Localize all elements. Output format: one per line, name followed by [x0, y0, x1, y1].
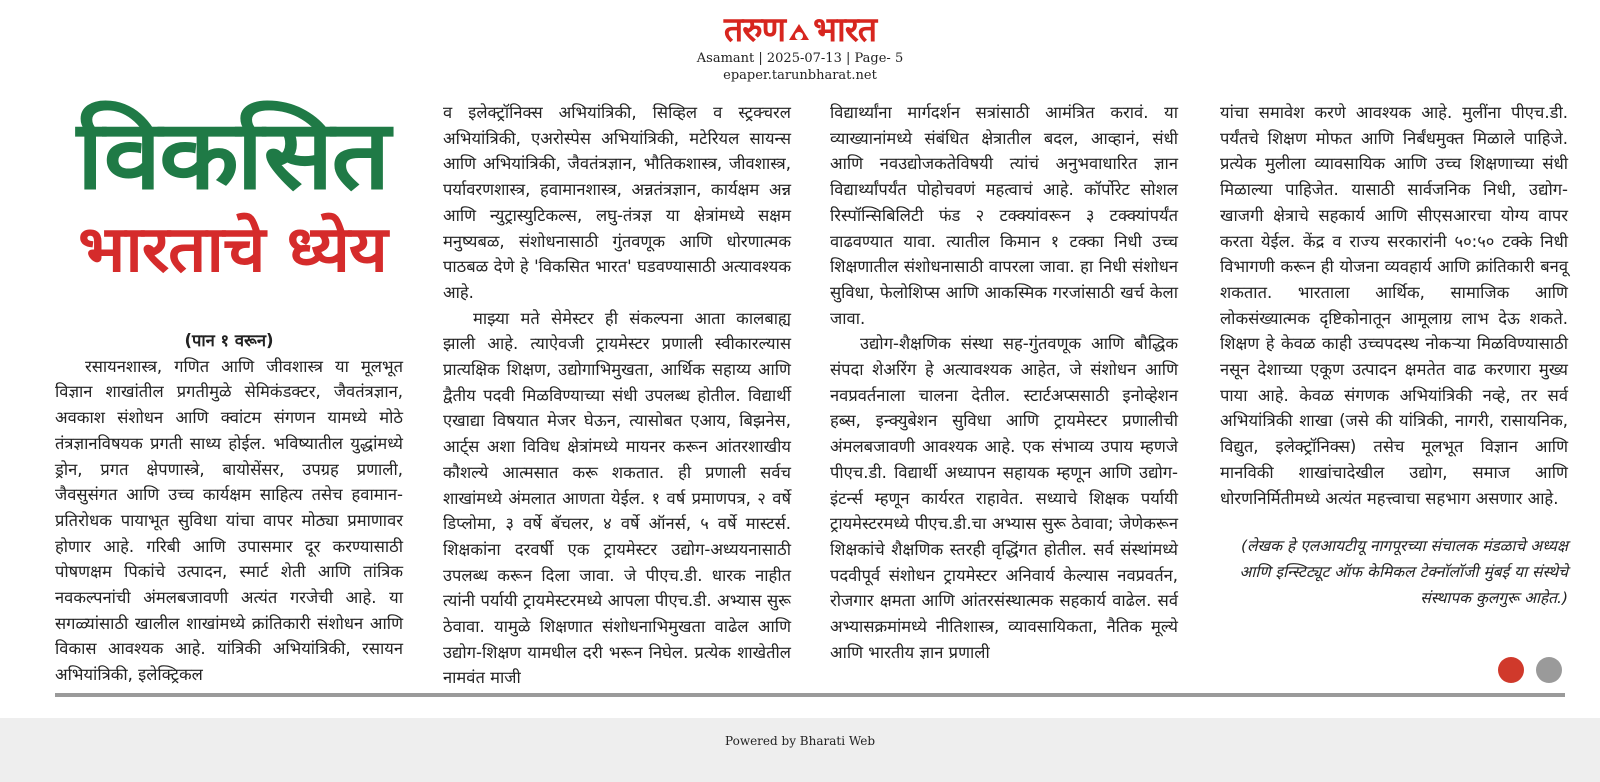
continued-from-kicker: (पान १ वरून) — [184, 331, 274, 350]
footer — [0, 718, 1600, 782]
logo-text-left: तरुण — [723, 10, 786, 50]
masthead — [0, 10, 1600, 84]
powered-by-text[interactable]: Powered by Bharati Web — [725, 734, 875, 748]
paragraph: यांचा समावेश करणे आवश्यक आहे. मुलींना पीएच.डी. पर्यंतचे शिक्षण मोफत आणि निर्बंधमुक्त मिळाले पाहिजे. प्रत्येक मुलीला व्यावसायिक आणि उच्च शिक्षणाच्या संधी मिळाल्या पाहिजेत. यासाठी सार्वजनिक निधी, उद्योग-खाजगी क्षेत्राचे सहकार्य आणि सीएसआरचा योग्य वापर करता येईल. केंद्र व राज्य सरकारांनी ५०:५० टक्के निधी विभागणी करून ही योजना व्यवहार्य आणि क्रांतिकारी बनवू शकतात. भारताला आर्थिक, सामाजिक आणि लोकसंख्यात्मक दृष्टिकोनातून आमूलाग्र लाभ देऊ शकते. शिक्षण हे केवळ काही उच्चपदस्थ नोकऱ्या मिळविण्यासाठी नसून देशाच्या एकूण उत्पादन क्षमतेत वाढ करणारा मुख्य पाया आहे. केवळ संगणक अभियांत्रिकी नव्हे, तर सर्व अभियांत्रिकी शाखा (जसे की यांत्रिकी, नागरी, रासायनिक, विद्युत, इलेक्ट्रॉनिक्स) तसेच मूलभूत विज्ञान आणि मानविकी शाखांचादेखील उद्योग, समाज आणि धोरणनिर्मितीमध्ये अत्यंत महत्त्वाचा सहभाग असणार आहे. — [1220, 103, 1568, 508]
headline-line1: विकसित — [76, 99, 389, 211]
article-column-4 — [1220, 100, 1568, 611]
headline-line2: भारताचे ध्येय — [78, 213, 387, 287]
article-column-1 — [55, 328, 403, 688]
nav-dot[interactable] — [1536, 657, 1562, 683]
article-column-3 — [830, 100, 1178, 665]
article — [55, 99, 1568, 700]
page-nav-dots — [1498, 657, 1574, 687]
divider — [55, 693, 1565, 697]
headline — [55, 100, 410, 310]
paragraph: विद्यार्थ्यांना मार्गदर्शन सत्रांसाठी आमंत्रित करावं. या व्याख्यानांमध्ये संबंधित क्षेत्रातील बदल, आव्हानं, संधी आणि नवउद्योजकतेविषयी त्यांचं अनुभवाधारित ज्ञान विद्यार्थ्यांपर्यंत पोहोचवणं महत्वाचं आहे. कॉर्पोरेट सोशल रिस्पॉन्सिबिलिटी फंड २ टक्क्यांवरून ३ टक्क्यांपर्यंत वाढवण्यात यावा. त्यातील किमान १ टक्का निधी उच्च शिक्षणातील संशोधनासाठी वापरला जावा. हा निधी संशोधन सुविधा, फेलोशिप्स आणि आकस्मिक गरजांसाठी खर्च केला जावा. — [830, 103, 1178, 328]
logo-text-right: भारत — [813, 10, 877, 50]
article-column-2 — [443, 100, 791, 691]
logo-emblem-icon — [785, 18, 813, 46]
author-byline: (लेखक हे एलआयटीयू नागपूरच्या संचालक मंडळाचे अध्यक्ष आणि इन्स्टिट्यूट ऑफ केमिकल टेक्नॉलॉजी मुंबई या संस्थेचे संस्थापक कुलगुरू आहेत.) — [1239, 537, 1568, 608]
paragraph: व इलेक्ट्रॉनिक्स अभियांत्रिकी, सिव्हिल व स्ट्रक्चरल अभियांत्रिकी, एअरोस्पेस अभियांत्रिकी, मटेरियल सायन्स आणि अभियांत्रिकी, जैवतंत्रज्ञान, भौतिकशास्त्र, जीवशास्त्र, पर्यावरणशास्त्र, हवामानशास्त्र, अन्नतंत्रज्ञान, कार्यक्षम अन्न आणि न्युट्रास्युटिकल्स, लघु-तंत्रज्ञ या क्षेत्रांमध्ये सक्षम मनुष्यबळ, संशोधनासाठी गुंतवणूक आणि धोरणात्मक पाठबळ देणे हे 'विकसित भारत' घडवण्यासाठी अत्यावश्यक आहे. — [443, 103, 791, 302]
site-url[interactable]: epaper.tarunbharat.net — [723, 68, 877, 83]
paragraph: रसायनशास्त्र, गणित आणि जीवशास्त्र या मूलभूत विज्ञान शाखांतील प्रगतीमुळे सेमिकंडक्टर, जैवतंत्रज्ञान, अवकाश संशोधन आणि क्वांटम संगणन यामध्ये मोठे तंत्रज्ञानविषयक प्रगती साध्य होईल. भविष्यातील युद्धांमध्ये ड्रोन, प्रगत क्षेपणास्त्रे, बायोसेंसर, उपग्रह प्रणाली, जैवसुसंगत आणि उच्च कार्यक्षम साहित्य तसेच हवामान-प्रतिरोधक पायाभूत सुविधा यांचा वापर मोठ्या प्रमाणावर होणार आहे. गरिबी आणि उपासमार दूर करण्यासाठी पोषणक्षम पिकांचे उत्पादन, स्मार्ट शेती आणि तांत्रिक नवकल्पनांची अंमलबजावणी अत्यंत गरजेची आहे. या सगळ्यांसाठी खालील शाखांमध्ये क्रांतिकारी संशोधन आणि विकास आवश्यक आहे. यांत्रिकी अभियांत्रिकी, रसायन अभियांत्रिकी, इलेक्ट्रिकल — [55, 356, 403, 685]
nav-dot-active[interactable] — [1498, 657, 1524, 683]
paragraph: माझ्या मते सेमेस्टर ही संकल्पना आता कालबाह्य झाली आहे. त्याऐवजी ट्रायमेस्टर प्रणाली स्वीकारल्यास प्रात्यक्षिक शिक्षण, उद्योगाभिमुखता, आर्थिक सहाय्य आणि द्वैतीय पदवी मिळविण्याच्या संधी उपलब्ध होतील. विद्यार्थी एखाद्या विषयात मेजर घेऊन, त्यासोबत एआय, बिझनेस, आर्ट्स अशा विविध क्षेत्रांमध्ये मायनर करून आंतरशाखीय कौशल्ये आत्मसात करू शकतात. ही प्रणाली सर्वच शाखांमध्ये अंमलात आणता येईल. १ वर्ष प्रमाणपत्र, २ वर्षे डिप्लोमा, ३ वर्षे बॅचलर, ४ वर्षे ऑनर्स, ५ वर्षे मास्टर्स. शिक्षकांना दरवर्षी एक ट्रायमेस्टर उद्योग-अध्ययनासाठी उपलब्ध करून दिला जावा. जे पीएच.डी. धारक नाहीत त्यांनी पर्यायी ट्रायमेस्टरमध्ये आपला पीएच.डी. अभ्यास सुरू ठेवावा. यामुळे शिक्षणात संशोधनाभिमुखता वाढेल आणि उद्योग-शिक्षण यामधील दरी भरून निघेल. प्रत्येक शाखेतील नामवंत माजी — [443, 308, 791, 688]
paragraph: उद्योग-शैक्षणिक संस्था सह-गुंतवणूक आणि बौद्धिक संपदा शेअरिंग हे अत्यावश्यक आहेत, जे संशोधन आणि नवप्रवर्तनाला चालना देतील. स्टार्टअप्ससाठी इनोव्हेशन हब्स, इन्क्युबेशन सुविधा आणि ट्रायमेस्टर प्रणालीची अंमलबजावणी आवश्यक आहे. एक संभाव्य उपाय म्हणजे पीएच.डी. विद्यार्थी अध्यापन सहायक म्हणून आणि उद्योग-इंटर्न्स म्हणून कार्यरत राहावेत. सध्याचे शिक्षक पर्यायी ट्रायमेस्टरमध्ये पीएच.डी.चा अभ्यास सुरू ठेवावा; जेणेकरून शिक्षकांचे शैक्षणिक स्तरही वृद्धिंगत होतील. सर्व संस्थांमध्ये पदवीपूर्व संशोधन ट्रायमेस्टर अनिवार्य केल्यास नवप्रवर्तन, रोजगार क्षमता आणि आंतरसंस्थात्मक सहकार्य वाढेल. सर्व अभ्यासक्रमांमध्ये नीतिशास्त्र, व्यावसायिकता, नैतिक मूल्ये आणि भारतीय ज्ञान प्रणाली — [830, 334, 1178, 662]
edition-meta: Asamant | 2025-07-13 | Page- 5 — [696, 51, 904, 66]
tarun-bharat-logo[interactable] — [724, 10, 876, 50]
